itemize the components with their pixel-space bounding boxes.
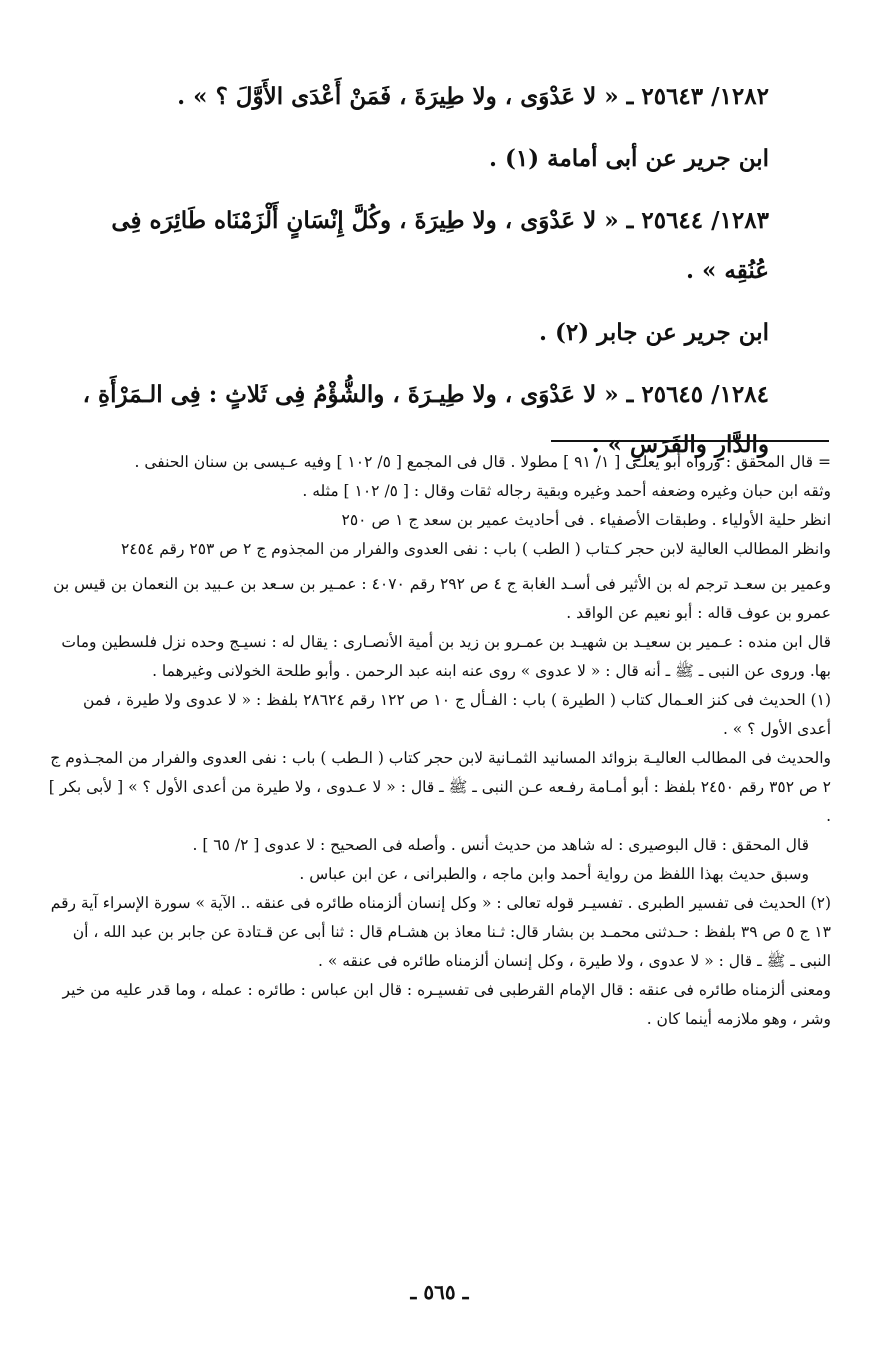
footnote-2: (٢) الحديث فى تفسير الطبرى . تفسيـر قوله تعالى : « وكل إنسان ألزمناه طائره فى عنقه .. الآية » سورة الإسراء آية رقم ١٣ ج ٥ ص ٣٩ بلفظ : حـدثنى محمـد بن بشار قال: ثـنا معاذ بن هشـام قال : ثنا أبى عن قـتادة عن جابر بن عبد الله ، أن النبى ـ ﷺ ـ قال : « لا عدوى ، ولا طيرة ، وكل إنسان ألزمناه طائره فى عنقه » . [50,894,831,970]
hadith-source: ابن جرير عن أبى أمامة (١) . [488,145,769,172]
footnote-line: وانظر المطالب العالية لابن حجر كـتاب ( الطب ) باب : نفى العدوى والفرار من المجذوم ج ٢ ص ٢٥٣ رقم ٢٤٥٤ [120,540,831,558]
footnote-separator [551,440,829,442]
footnote-line: قال المحقق : قال البوصيرى : له شاهد من حديث أنس . وأصله فى الصحيح : لا عدوى [ ٢/ ٦٥ ] . [192,836,809,854]
footnote-line: وعمير بن سعـد ترجم له بن الأثير فى أسـد الغابة ج ٤ ص ٢٩٢ رقم ٤٠٧٠ : عمـير بن سـعد بن عـبيد بن النعمان بن قيس بن عمرو بن عوف قاله : أبو نعيم عن الواقد . [53,575,831,622]
hadith-1283: ١٢٨٣/ ٢٥٦٤٤ ـ « لا عَدْوَى ، ولا طِيرَةَ ، وكُلَّ إِنْسَانٍ أَلْزَمْنَاه طَائِرَه فِى عُنُقِه » . [111,207,769,284]
footnotes [45,448,831,1034]
hadith-1282: ١٢٨٢/ ٢٥٦٤٣ ـ « لا عَدْوَى ، ولا طِيرَةَ ، فَمَنْ أَعْدَى الأَوَّلَ ؟ » . [177,83,769,110]
hadith-source: ابن جرير عن جابر (٢) . [538,319,769,346]
footnote-line: والحديث فى المطالب العاليـة بزوائد المسانيد الثمـانية لابن حجر كتاب ( الـطب ) باب : نفى العدوى والفرار من المجـذوم ج ٢ ص ٣٥٢ رقم ٢٤٥٠ بلفظ : أبو أمـامة رفـعه عـن النبى ـ ﷺ ـ قال : « لا عـدوى ، ولا طيرة من أعدى الأول ؟ » [ لأبى بكر ] . [48,749,831,825]
footnote-line: = قال المحقق : ورواه أبو يعلـى [ ١/ ٩١ ] مطولا . قال فى المجمع [ ٥/ ١٠٢ ] وفيه عـيسى بن سنان الحنفى . [134,453,831,471]
page-number: ـ ٥٦٥ ـ [410,1280,469,1304]
footnote-line: وثقه ابن حبان وغيره وضعفه أحمد وغيره وبقية رجاله ثقات وقال : [ ٥/ ١٠٢ ] مثله . [302,482,831,500]
footnote-line: انظر حلية الأولياء . وطبقات الأصفياء . فى أحاديث عمير بن سعد ج ١ ص ٢٥٠ [341,511,831,529]
hadith-1284: ١٢٨٤/ ٢٥٦٤٥ ـ « لا عَدْوَى ، ولا طِيـرَةَ ، والشُّؤْمُ فِى ثَلاثٍ : فِى الـمَرْأَةِ ، والدَّارِ والفَرَسِ » . [82,381,769,458]
footnote-line: وسبق حديث بهذا اللفظ من رواية أحمد وابن ماجه ، والطبرانى ، عن ابن عباس . [299,865,809,883]
main-text [69,72,769,470]
footnote-1: (١) الحديث فى كنز العـمال كتاب ( الطيرة ) باب : الفـأل ج ١٠ ص ١٢٢ رقم ٢٨٦٢٤ بلفظ : « لا عدوى ولا طيرة ، فمن أعدى الأول ؟ » . [83,691,831,738]
footnote-line: ومعنى ألزمناه طائره فى عنقه : قال الإمام القرطبى فى تفسيـره : قال ابن عباس : طائره : عمله ، وما قدر عليه من خير وشر ، وهو ملازمه أينما كان . [62,981,831,1028]
footnote-line: قال ابن منده : عـمير بن سعيـد بن شهيـد بن عمـرو بن زيد بن أمية الأنصـارى : يقال له : نسيـج وحده نزل فلسطين ومات بها. وروى عن النبى ـ ﷺ ـ أنه قال : « لا عدوى » روى عنه ابنه عبد الرحمن . وأبو طلحة الخولانى وغيرهما . [61,633,831,680]
